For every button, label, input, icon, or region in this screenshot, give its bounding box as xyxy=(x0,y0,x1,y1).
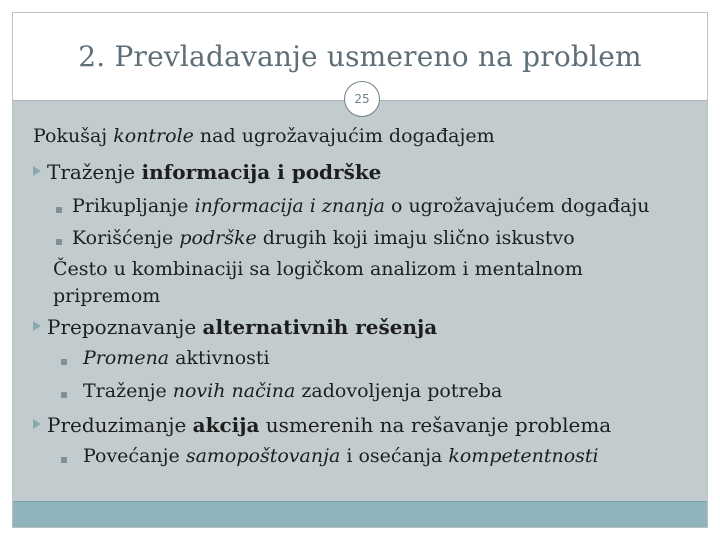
arrow-bullet-icon xyxy=(33,419,41,429)
section-heading-2 xyxy=(33,315,437,339)
section-1-note-line-1: Često u kombinaciji sa logičkom analizom i mentalnom xyxy=(53,258,583,280)
section-heading-3 xyxy=(33,413,611,437)
section-2-item-1 xyxy=(83,347,270,369)
page-number-badge: 25 xyxy=(344,81,380,117)
item-text: Prikupljanje xyxy=(72,195,195,217)
intro-text-2: nad ugrožavajućim događajem xyxy=(193,125,495,147)
slide-title: 2. Prevladavanje usmereno na problem xyxy=(78,40,642,73)
arrow-bullet-icon xyxy=(33,321,41,331)
footer-bar xyxy=(13,501,707,527)
square-bullet-icon xyxy=(56,239,62,245)
intro-text-italic: kontrole xyxy=(113,125,194,147)
item-text: o ugrožavajućem događaju xyxy=(384,195,650,217)
section-1-pre: Traženje xyxy=(47,160,142,184)
item-italic: informacija i znanja xyxy=(194,195,385,217)
section-1-item-1 xyxy=(72,195,650,217)
item-text: Traženje xyxy=(83,380,173,402)
section-1-note-line-2: pripremom xyxy=(53,285,161,307)
section-1-bold: informacija i podrške xyxy=(141,160,382,184)
arrow-bullet-icon xyxy=(33,166,41,176)
item-text: Korišćenje xyxy=(72,227,180,249)
item-text: aktivnosti xyxy=(169,347,270,369)
item-text: zadovoljenja potreba xyxy=(295,380,503,402)
section-2-pre: Prepoznavanje xyxy=(47,315,203,339)
intro-line xyxy=(33,125,495,147)
square-bullet-icon xyxy=(61,457,67,463)
intro-text-1: Pokušaj xyxy=(33,125,114,147)
slide xyxy=(12,12,708,528)
square-bullet-icon xyxy=(61,359,67,365)
section-2-item-2 xyxy=(83,380,502,402)
section-2-bold: alternativnih rešenja xyxy=(202,315,438,339)
section-1-item-2 xyxy=(72,227,575,249)
square-bullet-icon xyxy=(56,207,62,213)
item-italic: podrške xyxy=(179,227,257,249)
item-text: drugih koji imaju slično iskustvo xyxy=(256,227,575,249)
section-3-bold: akcija xyxy=(192,413,260,437)
section-3-pre: Preduzimanje xyxy=(47,413,193,437)
section-heading-1 xyxy=(33,160,381,184)
item-italic: kompetentnosti xyxy=(448,445,599,467)
section-3-item-1 xyxy=(83,445,599,467)
item-italic: samopoštovanja xyxy=(185,445,341,467)
item-italic: novih načina xyxy=(172,380,296,402)
item-text: i osećanja xyxy=(340,445,449,467)
square-bullet-icon xyxy=(61,392,67,398)
section-3-post: usmerenih na rešavanje problema xyxy=(259,413,612,437)
item-text: Povećanje xyxy=(83,445,186,467)
item-italic: Promena xyxy=(83,347,170,369)
